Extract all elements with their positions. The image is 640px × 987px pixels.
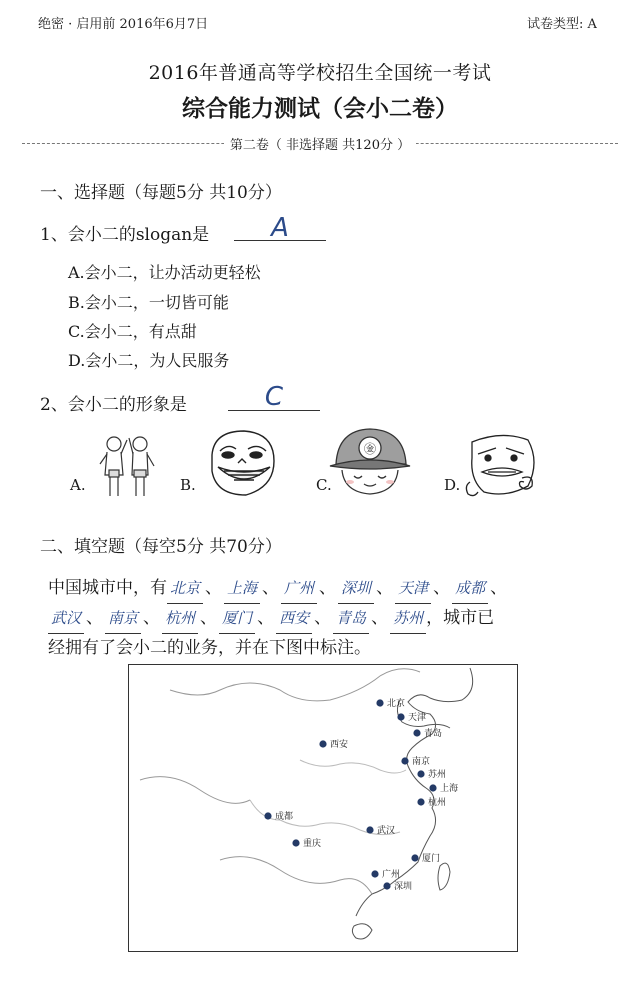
question-1: 1、会小二的slogan是 bbox=[40, 225, 210, 245]
blank-shenzhen[interactable]: 深圳 bbox=[338, 574, 374, 604]
city-marker[interactable] bbox=[376, 699, 383, 706]
city-marker[interactable] bbox=[366, 826, 373, 833]
city-marker[interactable] bbox=[411, 854, 418, 861]
cap-badge: ㊎ bbox=[363, 442, 377, 456]
blank-guangzhou[interactable]: 广州 bbox=[281, 574, 317, 604]
city-label: 南京 bbox=[412, 757, 431, 767]
sep: 、 bbox=[257, 608, 275, 628]
city-marker[interactable] bbox=[417, 798, 424, 805]
q2-option-d-label: D. bbox=[444, 476, 461, 494]
question-2-answer: C bbox=[264, 382, 284, 412]
q2-option-c-label: C. bbox=[316, 476, 332, 494]
sep: 、 bbox=[433, 578, 451, 598]
sep: 、 bbox=[205, 578, 223, 598]
exam-type: 试卷类型: A bbox=[527, 17, 597, 32]
sep: 、 bbox=[314, 608, 332, 628]
city-label: 上海 bbox=[440, 784, 459, 794]
sep: 、 bbox=[86, 608, 104, 628]
exam-subtitle: 综合能力测试（会小二卷） bbox=[182, 96, 458, 122]
paragraph-outro-b: 经拥有了会小二的业务，并在下图中标注。 bbox=[48, 638, 371, 658]
sep: 、 bbox=[319, 578, 337, 598]
blank-chengdu[interactable]: 成都 bbox=[452, 574, 488, 604]
section1-title: 一、选择题（每题5分 共10分） bbox=[40, 183, 282, 203]
section2-title: 二、填空题（每空5分 共70分） bbox=[40, 537, 282, 557]
city-label: 成都 bbox=[275, 812, 294, 822]
city-marker[interactable] bbox=[264, 812, 271, 819]
q1-option-c: C.会小二，有点甜 bbox=[68, 322, 197, 341]
city-label: 重庆 bbox=[303, 839, 322, 849]
paragraph-outro-a: ，城市已 bbox=[426, 608, 495, 628]
sep: 、 bbox=[200, 608, 218, 628]
city-label: 厦门 bbox=[422, 854, 441, 864]
city-marker[interactable] bbox=[417, 770, 424, 777]
exam-title: 2016年普通高等学校招生全国统一考试 bbox=[148, 62, 492, 84]
blank-beijing[interactable]: 北京 bbox=[167, 574, 203, 604]
city-label: 北京 bbox=[387, 699, 406, 709]
confidential-note: 绝密 · 启用前 2016年6月7日 bbox=[38, 17, 209, 32]
blank-nanjing[interactable]: 南京 bbox=[105, 604, 141, 634]
blank-suzhou[interactable]: 苏州 bbox=[390, 604, 426, 634]
question-1-answer: A bbox=[271, 213, 289, 243]
city-marker[interactable] bbox=[371, 870, 378, 877]
city-label: 青岛 bbox=[424, 729, 443, 739]
q2-option-a-label: A. bbox=[70, 476, 86, 494]
city-label: 苏州 bbox=[428, 770, 447, 780]
city-label: 深圳 bbox=[394, 882, 413, 892]
sep: 、 bbox=[262, 578, 280, 598]
city-label: 武汉 bbox=[377, 826, 396, 836]
sep: 、 bbox=[371, 608, 389, 628]
city-marker[interactable] bbox=[401, 757, 408, 764]
blank-wuhan[interactable]: 武汉 bbox=[48, 604, 84, 634]
city-label: 杭州 bbox=[428, 798, 447, 808]
city-marker[interactable] bbox=[319, 740, 326, 747]
city-markers bbox=[264, 697, 458, 892]
blank-shanghai[interactable]: 上海 bbox=[224, 574, 260, 604]
sep: 、 bbox=[143, 608, 161, 628]
city-marker[interactable] bbox=[383, 882, 390, 889]
paragraph-intro: 中国城市中，有 bbox=[48, 578, 167, 598]
question-2: 2、会小二的形象是 bbox=[40, 395, 187, 415]
city-label: 西安 bbox=[330, 740, 349, 750]
q1-option-b: B.会小二，一切皆可能 bbox=[68, 293, 229, 312]
sep: 、 bbox=[490, 578, 508, 598]
city-marker[interactable] bbox=[397, 713, 404, 720]
city-label: 天津 bbox=[408, 713, 427, 723]
blank-tianjin[interactable]: 天津 bbox=[395, 574, 431, 604]
blank-xiamen[interactable]: 厦门 bbox=[219, 604, 255, 634]
blank-hangzhou[interactable]: 杭州 bbox=[162, 604, 198, 634]
blank-qingdao[interactable]: 青岛 bbox=[333, 604, 369, 634]
city-marker[interactable] bbox=[429, 784, 436, 791]
q1-option-a: A.会小二，让办活动更轻松 bbox=[68, 263, 261, 282]
city-label: 广州 bbox=[382, 870, 401, 880]
city-marker[interactable] bbox=[413, 729, 420, 736]
blank-xian[interactable]: 西安 bbox=[276, 604, 312, 634]
city-marker[interactable] bbox=[292, 839, 299, 846]
part-heading: 第二卷（ 非选择题 共120分 ） bbox=[224, 138, 416, 153]
q1-option-d: D.会小二，为人民服务 bbox=[68, 351, 230, 370]
q2-option-b-label: B. bbox=[180, 476, 196, 494]
sep: 、 bbox=[376, 578, 394, 598]
